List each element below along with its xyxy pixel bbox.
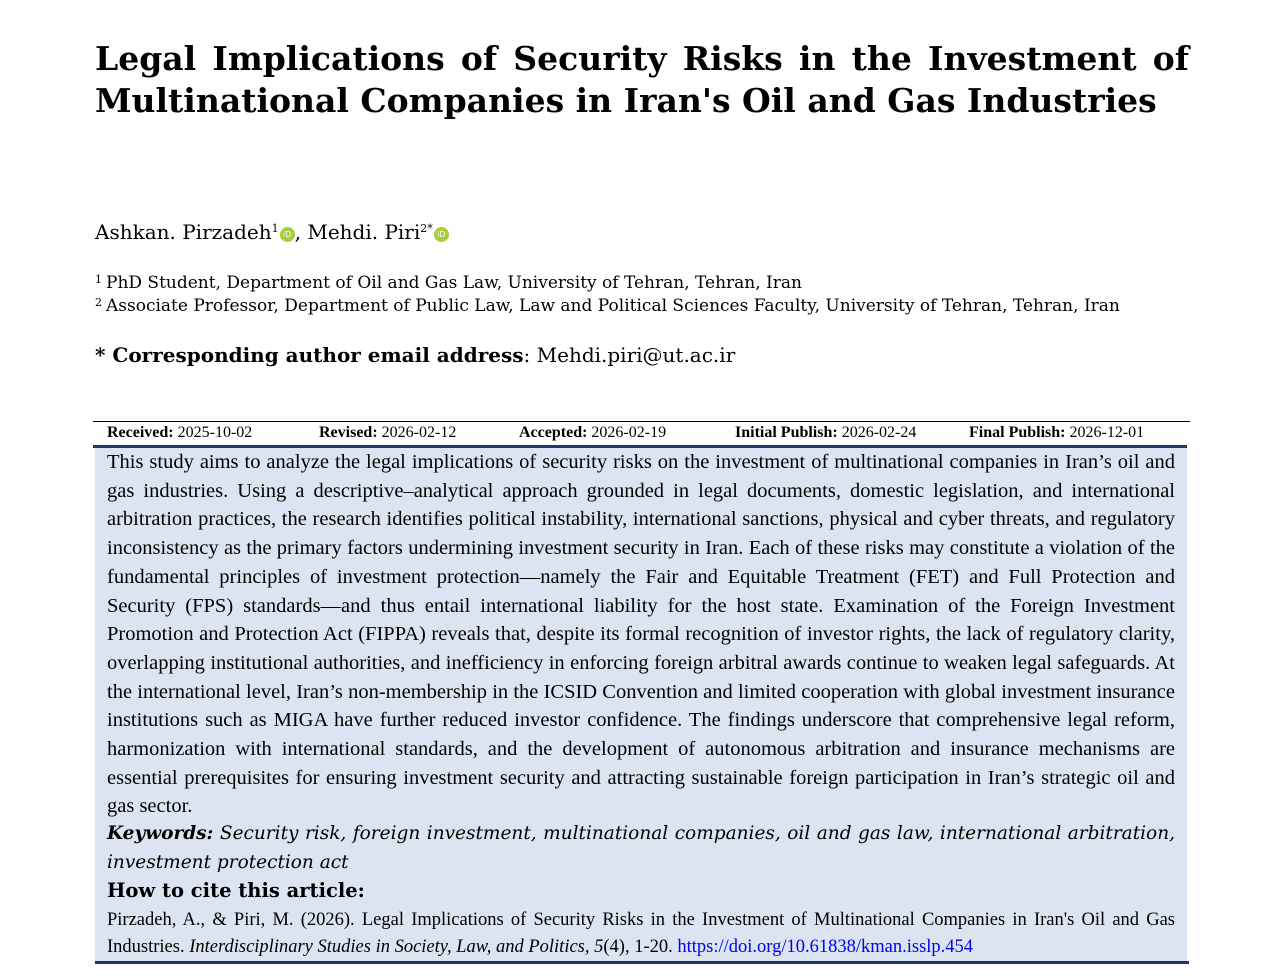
corresponding-author xyxy=(95,343,735,367)
cite-heading: How to cite this article: xyxy=(107,879,365,902)
author-name: Ashkan. Pirzadeh xyxy=(95,220,272,244)
affiliation-text: Associate Professor, Department of Public Law, Law and Political Sciences Faculty, University of Tehran, Tehran, Iran xyxy=(106,296,1120,316)
title-line-2: Multinational Companies in Iran's Oil and Gas Industries xyxy=(95,81,1157,120)
author-separator: , xyxy=(294,220,308,244)
date-label: Final Publish: xyxy=(969,424,1066,441)
author-list xyxy=(95,220,449,244)
date-value: 2026-02-19 xyxy=(591,424,667,441)
abstract-text: This study aims to analyze the legal implications of security risks on the investment of multinational companies in Iran’s oil and gas industries. Using a descriptive–analytical approach grounded in legal documents, domestic legislation, and international arbitration practices, the research identifies political instability, international sanctions, physical and cyber threats, and regulatory inconsistency as the primary factors undermining investment security in Iran. Each of these risks may constitute a violation of the fundamental principles of investment protection—namely the Fair and Equitable Treatment (FET) and Full Protection and Security (FPS) standards—and thus entail international liability for the host state. Examination of the Foreign Investment Promotion and Protection Act (FIPPA) reveals that, despite its formal recognition of investor rights, the lack of regulatory clarity, overlapping institutional authorities, and inefficiency in enforcing foreign arbitral awards continue to weaken legal safeguards. At the international level, Iran’s non-membership in the ICSID Convention and limited cooperation with global investment insurance institutions such as MIGA have further reduced investor confidence. The findings underscore that comprehensive legal reform, harmonization with international standards, and the development of autonomous arbitration and insurance mechanisms are essential prerequisites for ensuring investment security and attracting sustainable foreign participation in Iran’s strategic oil and gas sector. xyxy=(107,451,1175,818)
affiliation-text: PhD Student, Department of Oil and Gas Law, University of Tehran, Tehran, Iran xyxy=(106,273,802,293)
date-value: 2026-12-01 xyxy=(1069,424,1145,441)
orcid-icon[interactable]: iD xyxy=(280,227,295,242)
date-label: Revised: xyxy=(319,424,378,441)
keywords xyxy=(107,819,1175,877)
date-value: 2026-02-24 xyxy=(841,424,917,441)
corresponding-label: * Corresponding author email address xyxy=(95,343,524,367)
date-value: 2026-02-12 xyxy=(381,424,457,441)
keywords-label: Keywords: xyxy=(107,823,214,844)
orcid-icon[interactable]: iD xyxy=(434,227,449,242)
title-line-1: Legal Implications of Security Risks in the Investment of xyxy=(95,39,1189,78)
paper-title xyxy=(95,38,1189,122)
publication-dates xyxy=(93,422,1190,445)
citation-journal: Interdisciplinary Studies in Society, Law, and Politics, 5 xyxy=(189,937,604,957)
keywords-text: Security risk, foreign investment, multinational companies, oil and gas law, international arbitration, investment protection act xyxy=(107,823,1175,873)
date-label: Initial Publish: xyxy=(735,424,838,441)
date-revised xyxy=(319,424,456,442)
author-affiliation-marker: 1 xyxy=(271,222,279,235)
author-affiliation-marker: 2* xyxy=(420,222,433,235)
corresponding-email[interactable]: Mehdi.piri@ut.ac.ir xyxy=(536,343,736,367)
doi-link[interactable]: https://doi.org/10.61838/kman.isslp.454 xyxy=(677,937,974,957)
affiliation-marker: 2 xyxy=(95,296,102,309)
affiliation-2 xyxy=(95,296,1120,316)
date-label: Accepted: xyxy=(519,424,588,441)
bottom-divider xyxy=(95,961,1189,964)
date-value: 2025-10-02 xyxy=(177,424,253,441)
citation-issue: (4), 1-20. xyxy=(603,937,678,957)
author-name: Mehdi. Piri xyxy=(307,220,421,244)
citation xyxy=(107,907,1175,961)
date-final-publish xyxy=(969,424,1144,442)
date-label: Received: xyxy=(107,424,174,441)
date-accepted xyxy=(519,424,666,442)
date-initial-publish xyxy=(735,424,916,442)
date-received xyxy=(107,424,252,442)
corresponding-separator: : xyxy=(523,343,537,367)
affiliation-marker: 1 xyxy=(95,273,102,286)
citation-text: Pirzadeh, A., & Piri, M. (2026). Legal Implications of Security Risks in the Investment of Multinational Companies in Iran's Oil and Gas Industries. xyxy=(107,910,1175,957)
affiliation-1 xyxy=(95,273,802,293)
